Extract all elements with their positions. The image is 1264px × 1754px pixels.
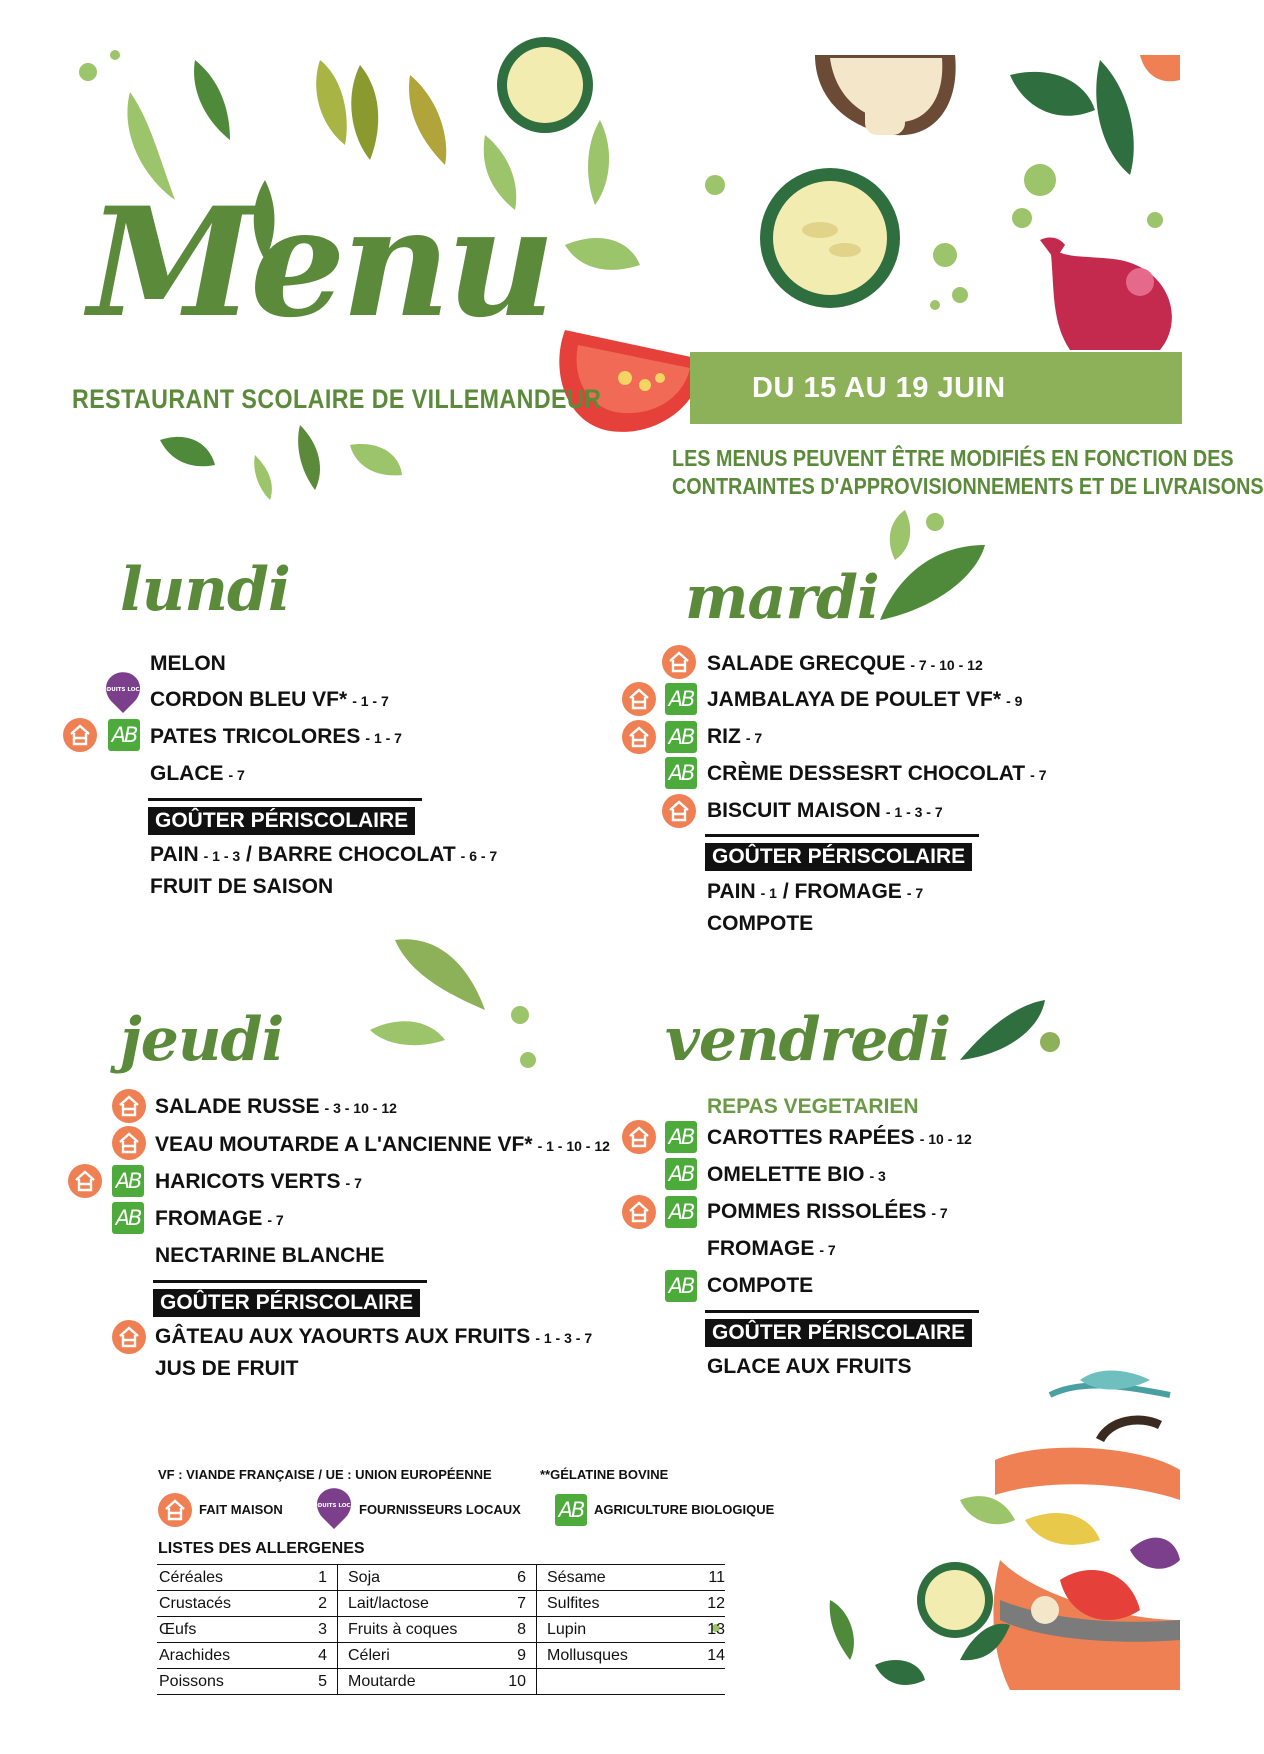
organic-ab-icon: AB [665,1196,697,1228]
allergen-name: Sésame [537,1565,700,1591]
allergen-number: 13 [699,1617,725,1643]
allergen-number: 10 [500,1669,537,1695]
allergen-name: Sulfites [537,1591,700,1617]
item-name: BISCUIT MAISON [707,799,881,822]
item-allergens: - 9 [1006,693,1023,709]
homemade-icon [622,1120,656,1154]
allergen-number: 5 [301,1669,338,1695]
menu-item [155,1244,384,1268]
allergen-number: 1 [301,1565,338,1591]
allergen-number: 11 [699,1565,725,1591]
legend-fournisseurs: FOURNISSEURS LOCAUX [359,1502,521,1517]
day-title-mardi: mardi [685,563,879,633]
snack-item [155,1357,299,1381]
menu-item [707,688,1022,712]
restaurant-subtitle: RESTAURANT SCOLAIRE DE VILLEMANDEUR [72,384,602,414]
legend-vf-ue: VF : VIANDE FRANÇAISE / UE : UNION EUROPÉENNE [158,1467,492,1482]
local-badge-text: PRODUITS LOCAUX [93,687,153,693]
allergen-name [537,1669,700,1695]
item-name: GLACE [150,762,224,785]
snack-text: PAIN [707,880,756,903]
organic-ab-icon: AB [555,1494,587,1526]
snack-item [707,1355,912,1379]
snack-item [707,912,813,936]
menu-item [707,725,762,749]
organic-ab-icon: AB [665,1121,697,1153]
menu-item [150,688,389,712]
item-name: FROMAGE [155,1207,263,1230]
homemade-icon [158,1493,192,1527]
item-name: VEAU MOUTARDE A L'ANCIENNE VF* [155,1133,533,1156]
allergen-number: 6 [500,1565,537,1591]
homemade-icon [622,720,656,754]
organic-ab-icon: AB [108,719,140,751]
item-allergens: - 3 [869,1168,886,1184]
cooking-pot-icon [712,1371,1180,1690]
item-name: OMELETTE BIO [707,1163,865,1186]
snack-label: GOÛTER PÉRISCOLAIRE [705,843,972,871]
menu-item [707,1274,813,1298]
onion-icon [1040,238,1172,350]
allergen-number: 2 [301,1591,338,1617]
local-products-icon [304,1488,364,1530]
item-allergens: - 7 - 10 - 12 [910,657,983,673]
allergen-name: Lait/lactose [338,1591,501,1617]
item-allergens: - 7 [345,1175,362,1191]
snack-text: FRUIT DE SAISON [150,875,334,898]
snack-allergens: - 1 - 3 [203,848,241,864]
tomato-icon [559,330,705,432]
allergen-number: 12 [699,1591,725,1617]
menu-title: Menu [88,175,552,351]
organic-ab-icon: AB [665,1158,697,1190]
item-allergens: - 7 [1030,767,1047,783]
allergen-number: 9 [500,1643,537,1669]
item-allergens: - 7 [267,1212,284,1228]
item-name: FROMAGE [707,1237,815,1260]
allergens-table [157,1564,725,1695]
snack-allergens: - 1 [760,885,777,901]
table-row [157,1591,725,1617]
allergen-name: Mollusques [537,1643,700,1669]
item-allergens: - 1 - 7 [365,730,402,746]
homemade-icon [112,1320,146,1354]
allergen-name: Lupin [537,1617,700,1643]
divider [705,834,979,837]
snack-item [150,843,497,867]
item-name: NECTARINE BLANCHE [155,1244,385,1267]
allergen-name: Céréales [157,1565,301,1591]
item-name: CORDON BLEU VF* [150,688,348,711]
snack-text: JUS DE FRUIT [155,1357,299,1380]
snack-text: / FROMAGE [782,880,902,903]
menu-item [150,652,231,676]
organic-ab-icon: AB [665,1270,697,1302]
item-allergens: - 7 [819,1242,836,1258]
allergen-name: Arachides [157,1643,301,1669]
snack-label: GOÛTER PÉRISCOLAIRE [705,1319,972,1347]
legend-bio: AGRICULTURE BIOLOGIQUE [594,1502,775,1517]
item-allergens: - 7 [745,730,763,746]
menu-item [707,1237,836,1261]
organic-ab-icon: AB [665,683,697,715]
menu-item [707,762,1046,786]
organic-ab-icon: AB [112,1165,144,1197]
homemade-icon [622,1195,656,1229]
item-name: CAROTTES RAPÉES [707,1126,915,1149]
item-allergens: - 1 - 7 [352,693,389,709]
vegetarian-note: REPAS VEGETARIEN [707,1095,919,1118]
homemade-icon [112,1089,146,1123]
snack-item [150,875,333,899]
item-allergens: - 7 [931,1205,948,1221]
notice-line-2: CONTRAINTES D'APPROVISIONNEMENTS ET DE LIVRAISONS [672,473,1264,499]
menu-item [155,1207,284,1231]
organic-ab-icon: AB [665,757,697,789]
day-title-lundi: lundi [120,555,290,625]
local-badge-text: PRODUITS LOCAUX [304,1503,364,1509]
allergen-number [699,1669,725,1695]
item-allergens: - 1 - 3 - 7 [885,804,943,820]
day-title-jeudi: jeudi [120,1005,284,1075]
item-name: HARICOTS VERTS [155,1170,341,1193]
item-allergens: - 10 - 12 [919,1131,972,1147]
item-name: JAMBALAYA DE POULET VF* [707,688,1002,711]
divider [705,1310,979,1313]
allergen-name: Soja [338,1565,501,1591]
item-allergens: - 7 [228,767,245,783]
allergen-name: Œufs [157,1617,301,1643]
divider [153,1280,427,1283]
homemade-icon [622,682,656,716]
item-name: MELON [150,652,226,675]
item-name: POMMES RISSOLÉES [707,1200,927,1223]
snack-text: / BARRE CHOCOLAT [246,843,456,866]
local-products-icon [93,672,153,714]
legend-fait-maison: FAIT MAISON [199,1502,283,1517]
date-range: DU 15 AU 19 JUIN [752,372,1006,404]
menu-item [150,762,245,786]
item-name: CRÈME DESSESRT CHOCOLAT [707,762,1026,785]
mushroom-icon [815,55,956,135]
allergen-number: 8 [500,1617,537,1643]
snack-text: GLACE AUX FRUITS [707,1355,912,1378]
allergen-name: Crustacés [157,1591,301,1617]
allergen-number: 14 [699,1643,725,1669]
allergen-number: 4 [301,1643,338,1669]
organic-ab-icon: AB [665,721,697,753]
homemade-icon [63,718,97,752]
allergen-name: Fruits à coques [338,1617,501,1643]
item-name: PATES TRICOLORES [150,725,361,748]
allergen-number: 3 [301,1617,338,1643]
table-row [157,1669,725,1695]
menu-item [707,799,943,823]
homemade-icon [112,1126,146,1160]
snack-item [155,1325,592,1349]
modification-notice [672,444,1264,500]
snack-allergens: - 7 [906,885,924,901]
menu-item [150,725,402,749]
snack-text: GÂTEAU AUX YAOURTS AUX FRUITS [155,1325,531,1348]
snack-label: GOÛTER PÉRISCOLAIRE [153,1289,420,1317]
day-title-vendredi: vendredi [665,1005,951,1075]
homemade-icon [662,794,696,828]
organic-ab-icon: AB [112,1202,144,1234]
allergen-name: Moutarde [338,1669,501,1695]
menu-item [155,1095,397,1119]
item-allergens: - 3 - 10 - 12 [324,1100,397,1116]
table-row [157,1617,725,1643]
allergen-name: Poissons [157,1669,301,1695]
allergen-number: 7 [500,1591,537,1617]
item-allergens: - 1 - 10 - 12 [537,1138,610,1154]
snack-allergens: - 1 - 3 - 7 [535,1330,593,1346]
menu-item [707,1163,886,1187]
item-name: RIZ [707,725,741,748]
table-row [157,1565,725,1591]
allergen-name: Céleri [338,1643,501,1669]
menu-item [707,652,983,676]
snack-item [707,880,923,904]
menu-item [707,1200,948,1224]
legend-gelatine: **GÉLATINE BOVINE [540,1467,669,1482]
item-name: SALADE GRECQUE [707,652,906,675]
item-name: COMPOTE [707,1274,814,1297]
menu-item [155,1170,362,1194]
divider [148,798,422,801]
allergens-title: LISTES DES ALLERGENES [158,1540,365,1557]
snack-text: PAIN [150,843,199,866]
homemade-icon [68,1164,102,1198]
snack-label: GOÛTER PÉRISCOLAIRE [148,807,415,835]
menu-item [707,1126,972,1150]
table-row [157,1643,725,1669]
homemade-icon [662,645,696,679]
snack-text: COMPOTE [707,912,814,935]
menu-item [155,1133,610,1157]
notice-line-1: LES MENUS PEUVENT ÊTRE MODIFIÉS EN FONCTION DES [672,445,1234,471]
snack-allergens: - 6 - 7 [460,848,498,864]
item-name: SALADE RUSSE [155,1095,320,1118]
